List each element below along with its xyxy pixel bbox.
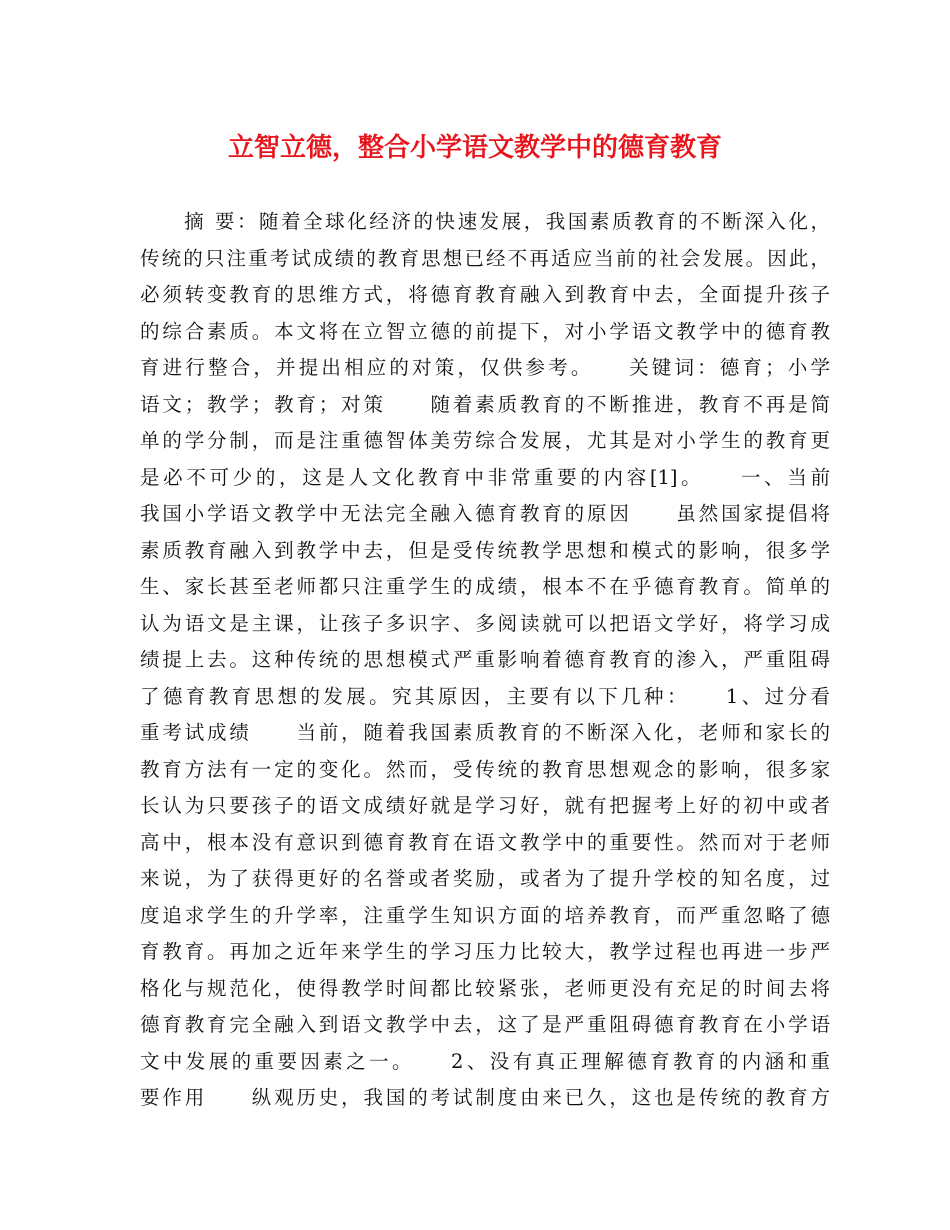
body-line: 要作用 纵观历史，我国的考试制度由来已久，这也是传统的教育方 <box>140 1086 830 1109</box>
body-line: 单的学分制，而是注重德智体美劳综合发展，尤其是对小学生的教育更 <box>140 429 830 452</box>
body-line: 的综合素质。本文将在立智立德的前提下，对小学语文教学中的德育教 <box>140 319 830 343</box>
body-line: 高中，根本没有意识到德育教育在语文教学中的重要性。然而对于老师 <box>140 830 830 854</box>
body-line: 重考试成绩 当前，随着我国素质教育的不断深入化，老师和家长的 <box>140 721 830 744</box>
body-line: 育进行整合，并提出相应的对策，仅供参考。 关键词：德育；小学 <box>140 356 830 379</box>
body-line: 德育教育完全融入到语文教学中去，这了是严重阻碍德育教育在小学语 <box>140 1013 830 1036</box>
body-line: 传统的只注重考试成绩的教育思想已经不再适应当前的社会发展。因此， <box>140 246 830 270</box>
body-line: 育教育。再加之近年来学生的学习压力比较大，教学过程也再进一步严 <box>140 940 830 963</box>
body-line: 是必不可少的，这是人文化教育中非常重要的内容[1]。 一、当前 <box>140 465 830 489</box>
body-line: 绩提上去。这种传统的思想模式严重影响着德育教育的渗入，严重阻碍 <box>140 648 830 671</box>
document-title: 立智立德，整合小学语文教学中的德育教育 <box>227 133 722 163</box>
body-line: 来说，为了获得更好的名誉或者奖励，或者为了提升学校的知名度，过 <box>140 867 830 890</box>
body-line: 长认为只要孩子的语文成绩好就是学习好，就有把握考上好的初中或者 <box>140 794 830 817</box>
body-line: 素质教育融入到教学中去，但是受传统教学思想和模式的影响，很多学 <box>140 538 830 562</box>
body-line: 必须转变教育的思维方式，将德育教育融入到教育中去，全面提升孩子 <box>140 283 830 306</box>
body-line: 认为语文是主课，让孩子多识字、多阅读就可以把语文学好，将学习成 <box>140 611 830 635</box>
body-line: 教育方法有一定的变化。然而，受传统的教育思想观念的影响，很多家 <box>140 757 830 781</box>
body-line: 我国小学语文教学中无法完全融入德育教育的原因 虽然国家提倡将 <box>140 502 830 525</box>
body-line: 格化与规范化，使得教学时间都比较紧张，老师更没有充足的时间去将 <box>140 976 830 1000</box>
body-line: 摘 要：随着全球化经济的快速发展，我国素质教育的不断深入化， <box>140 210 830 233</box>
body-line: 了德育教育思想的发展。究其原因，主要有以下几种： 1、过分看 <box>140 684 830 708</box>
body-line: 生、家长甚至老师都只注重学生的成绩，根本不在乎德育教育。简单的 <box>140 575 830 598</box>
body-line: 语文；教学；教育；对策 随着素质教育的不断推进，教育不再是简 <box>140 392 830 416</box>
document-body <box>140 204 830 1117</box>
body-line: 度追求学生的升学率，注重学生知识方面的培养教育，而严重忽略了德 <box>140 903 830 927</box>
body-line: 文中发展的重要因素之一。 2、没有真正理解德育教育的内涵和重 <box>140 1049 830 1073</box>
